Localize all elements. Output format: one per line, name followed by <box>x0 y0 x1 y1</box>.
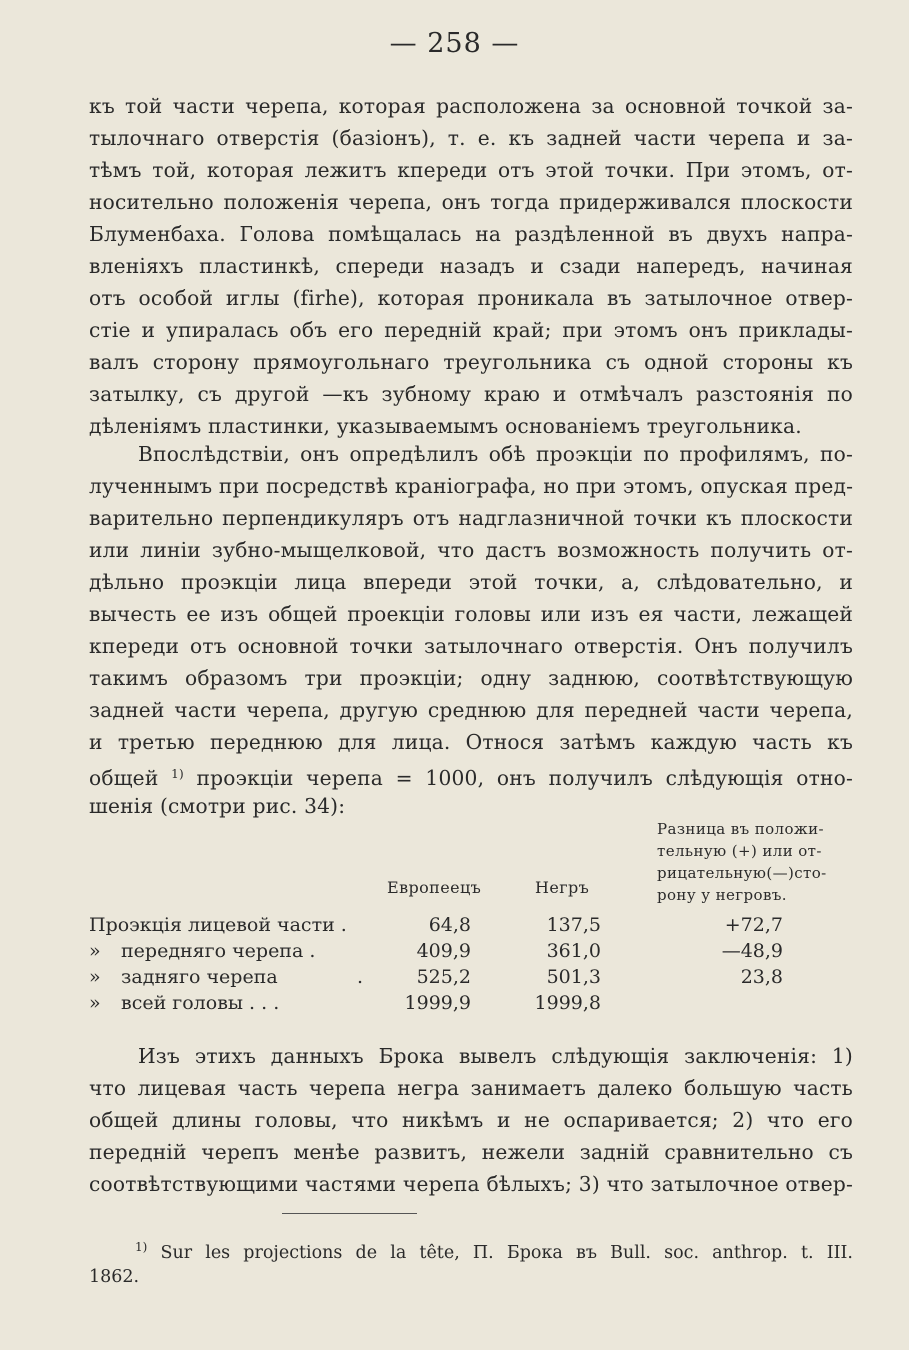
page-number: — 258 — <box>389 28 520 59</box>
text-line: шенія (смотри рис. 34): <box>89 794 346 818</box>
text-line: валъ сторону прямоугольнаго треугольника съ одной стороны къ <box>89 350 853 374</box>
projection-table <box>89 818 853 1028</box>
text-line: соотвѣтствующими частями черепа бѣлыхъ; 3) что затылочное отвер- <box>89 1172 853 1196</box>
difference-value: +72,7 <box>724 914 783 936</box>
text-line: такимъ образомъ три проэкціи; одну заднюю, соотвѣтствующую <box>89 666 853 690</box>
text-line: отъ особой иглы (firhe), которая проникала въ затылочное отвер- <box>89 286 853 310</box>
text-line: или линіи зубно-мыщелковой, что дастъ возможность получить от- <box>89 538 853 562</box>
paragraph-3 <box>89 1040 853 1200</box>
negro-value: 361,0 <box>546 940 601 962</box>
text-line: носительно положенія черепа, онъ тогда придерживался плоскости <box>89 190 853 214</box>
footnote-divider <box>282 1213 417 1214</box>
text-line: передній черепъ менѣе развитъ, нежели задній сравнительно съ <box>89 1140 853 1164</box>
text-line: тылочнаго отверстія (базіонъ), т. е. къ задней части черепа и за- <box>89 126 853 150</box>
row-label: задняго черепа <box>121 966 278 988</box>
text-line: къ той части черепа, которая расположена за основной точкой за- <box>89 94 853 118</box>
column-header-european: Европеецъ <box>387 878 482 897</box>
header-line: тельную (+) или от- <box>657 842 822 860</box>
footnote-line <box>89 1232 853 1262</box>
ditto-mark: » <box>89 966 101 988</box>
european-value: 1999,9 <box>404 992 471 1014</box>
difference-value: 23,8 <box>740 966 783 988</box>
footnote-text: Sur les projections de la tête, П. Брока въ Bull. soc. anthrop. t. III. <box>147 1243 853 1263</box>
header-line: рону у негровъ. <box>657 886 787 904</box>
footnote <box>89 1232 853 1292</box>
text-line: Блуменбаха. Голова помѣщалась на раздѣленной въ двухъ напра- <box>89 222 853 246</box>
row-label: передняго черепа . <box>121 940 316 962</box>
text-line: общей длины головы, что никѣмъ и не оспаривается; 2) что его <box>89 1108 853 1132</box>
european-value: 409,9 <box>416 940 471 962</box>
paragraph-2 <box>89 438 853 822</box>
text-fragment: проэкціи черепа = 1000, онъ получилъ слѣдующія отно- <box>183 766 853 790</box>
text-line: затылку, съ другой —къ зубному краю и отмѣчалъ разстоянія по <box>89 382 853 406</box>
column-header-difference <box>657 818 857 906</box>
text-line: Впослѣдствіи, онъ опредѣлилъ обѣ проэкціи по профилямъ, по- <box>138 442 853 466</box>
paragraph-1 <box>89 90 853 442</box>
text-line: тѣмъ той, которая лежитъ кпереди отъ этой точки. При этомъ, от- <box>89 158 853 182</box>
header-line: рицательную(—)сто- <box>657 864 827 882</box>
text-line: варительно перпендикуляръ отъ надглазничной точки къ плоскости <box>89 506 853 530</box>
text-line-with-footnote-ref <box>89 758 853 790</box>
footnote-reference[interactable]: 1) <box>171 767 184 781</box>
text-line: и третью переднюю для лица. Относя затѣмъ каждую часть къ <box>89 730 853 754</box>
text-line: вленіяхъ пластинкѣ, спереди назадъ и сзади напередъ, начиная <box>89 254 853 278</box>
row-leader-dots: . <box>357 966 364 988</box>
table-row <box>89 938 853 964</box>
text-line: дѣленіямъ пластинки, указываемымъ основаніемъ треугольника. <box>89 414 802 438</box>
text-line: Изъ этихъ данныхъ Брока вывелъ слѣдующія заключенія: 1) <box>138 1044 853 1068</box>
row-label: всей головы . . . <box>121 992 280 1014</box>
negro-value: 1999,8 <box>534 992 601 1014</box>
difference-value: —48,9 <box>721 940 783 962</box>
text-line: задней части черепа, другую среднюю для передней части черепа, <box>89 698 853 722</box>
text-line: лученнымъ при посредствѣ краніографа, но при этомъ, опуская пред- <box>89 474 854 498</box>
text-line: кпереди отъ основной точки затылочнаго отверстія. Онъ получилъ <box>89 634 853 658</box>
ditto-mark: » <box>89 992 101 1014</box>
footnote-line: 1862. <box>89 1267 140 1287</box>
row-label: Проэкція лицевой части . <box>89 914 347 936</box>
text-fragment: общей <box>89 766 172 790</box>
negro-value: 501,3 <box>546 966 601 988</box>
header-line: Разница въ положи- <box>657 820 824 838</box>
table-row <box>89 964 853 990</box>
column-header-negro: Негръ <box>535 878 590 897</box>
table-row <box>89 990 853 1016</box>
ditto-mark: » <box>89 940 101 962</box>
table-row <box>89 912 853 938</box>
text-line: стіе и упиралась объ его передній край; при этомъ онъ приклады- <box>89 318 853 342</box>
negro-value: 137,5 <box>546 914 601 936</box>
european-value: 525,2 <box>416 966 471 988</box>
text-line: что лицевая часть черепа негра занимаетъ далеко большую часть <box>89 1076 853 1100</box>
european-value: 64,8 <box>428 914 471 936</box>
text-line: дѣльно проэкціи лица впереди этой точки, а, слѣдовательно, и <box>89 570 853 594</box>
footnote-marker: 1) <box>135 1240 148 1254</box>
text-line: вычесть ее изъ общей проекціи головы или изъ ея части, лежащей <box>89 602 853 626</box>
